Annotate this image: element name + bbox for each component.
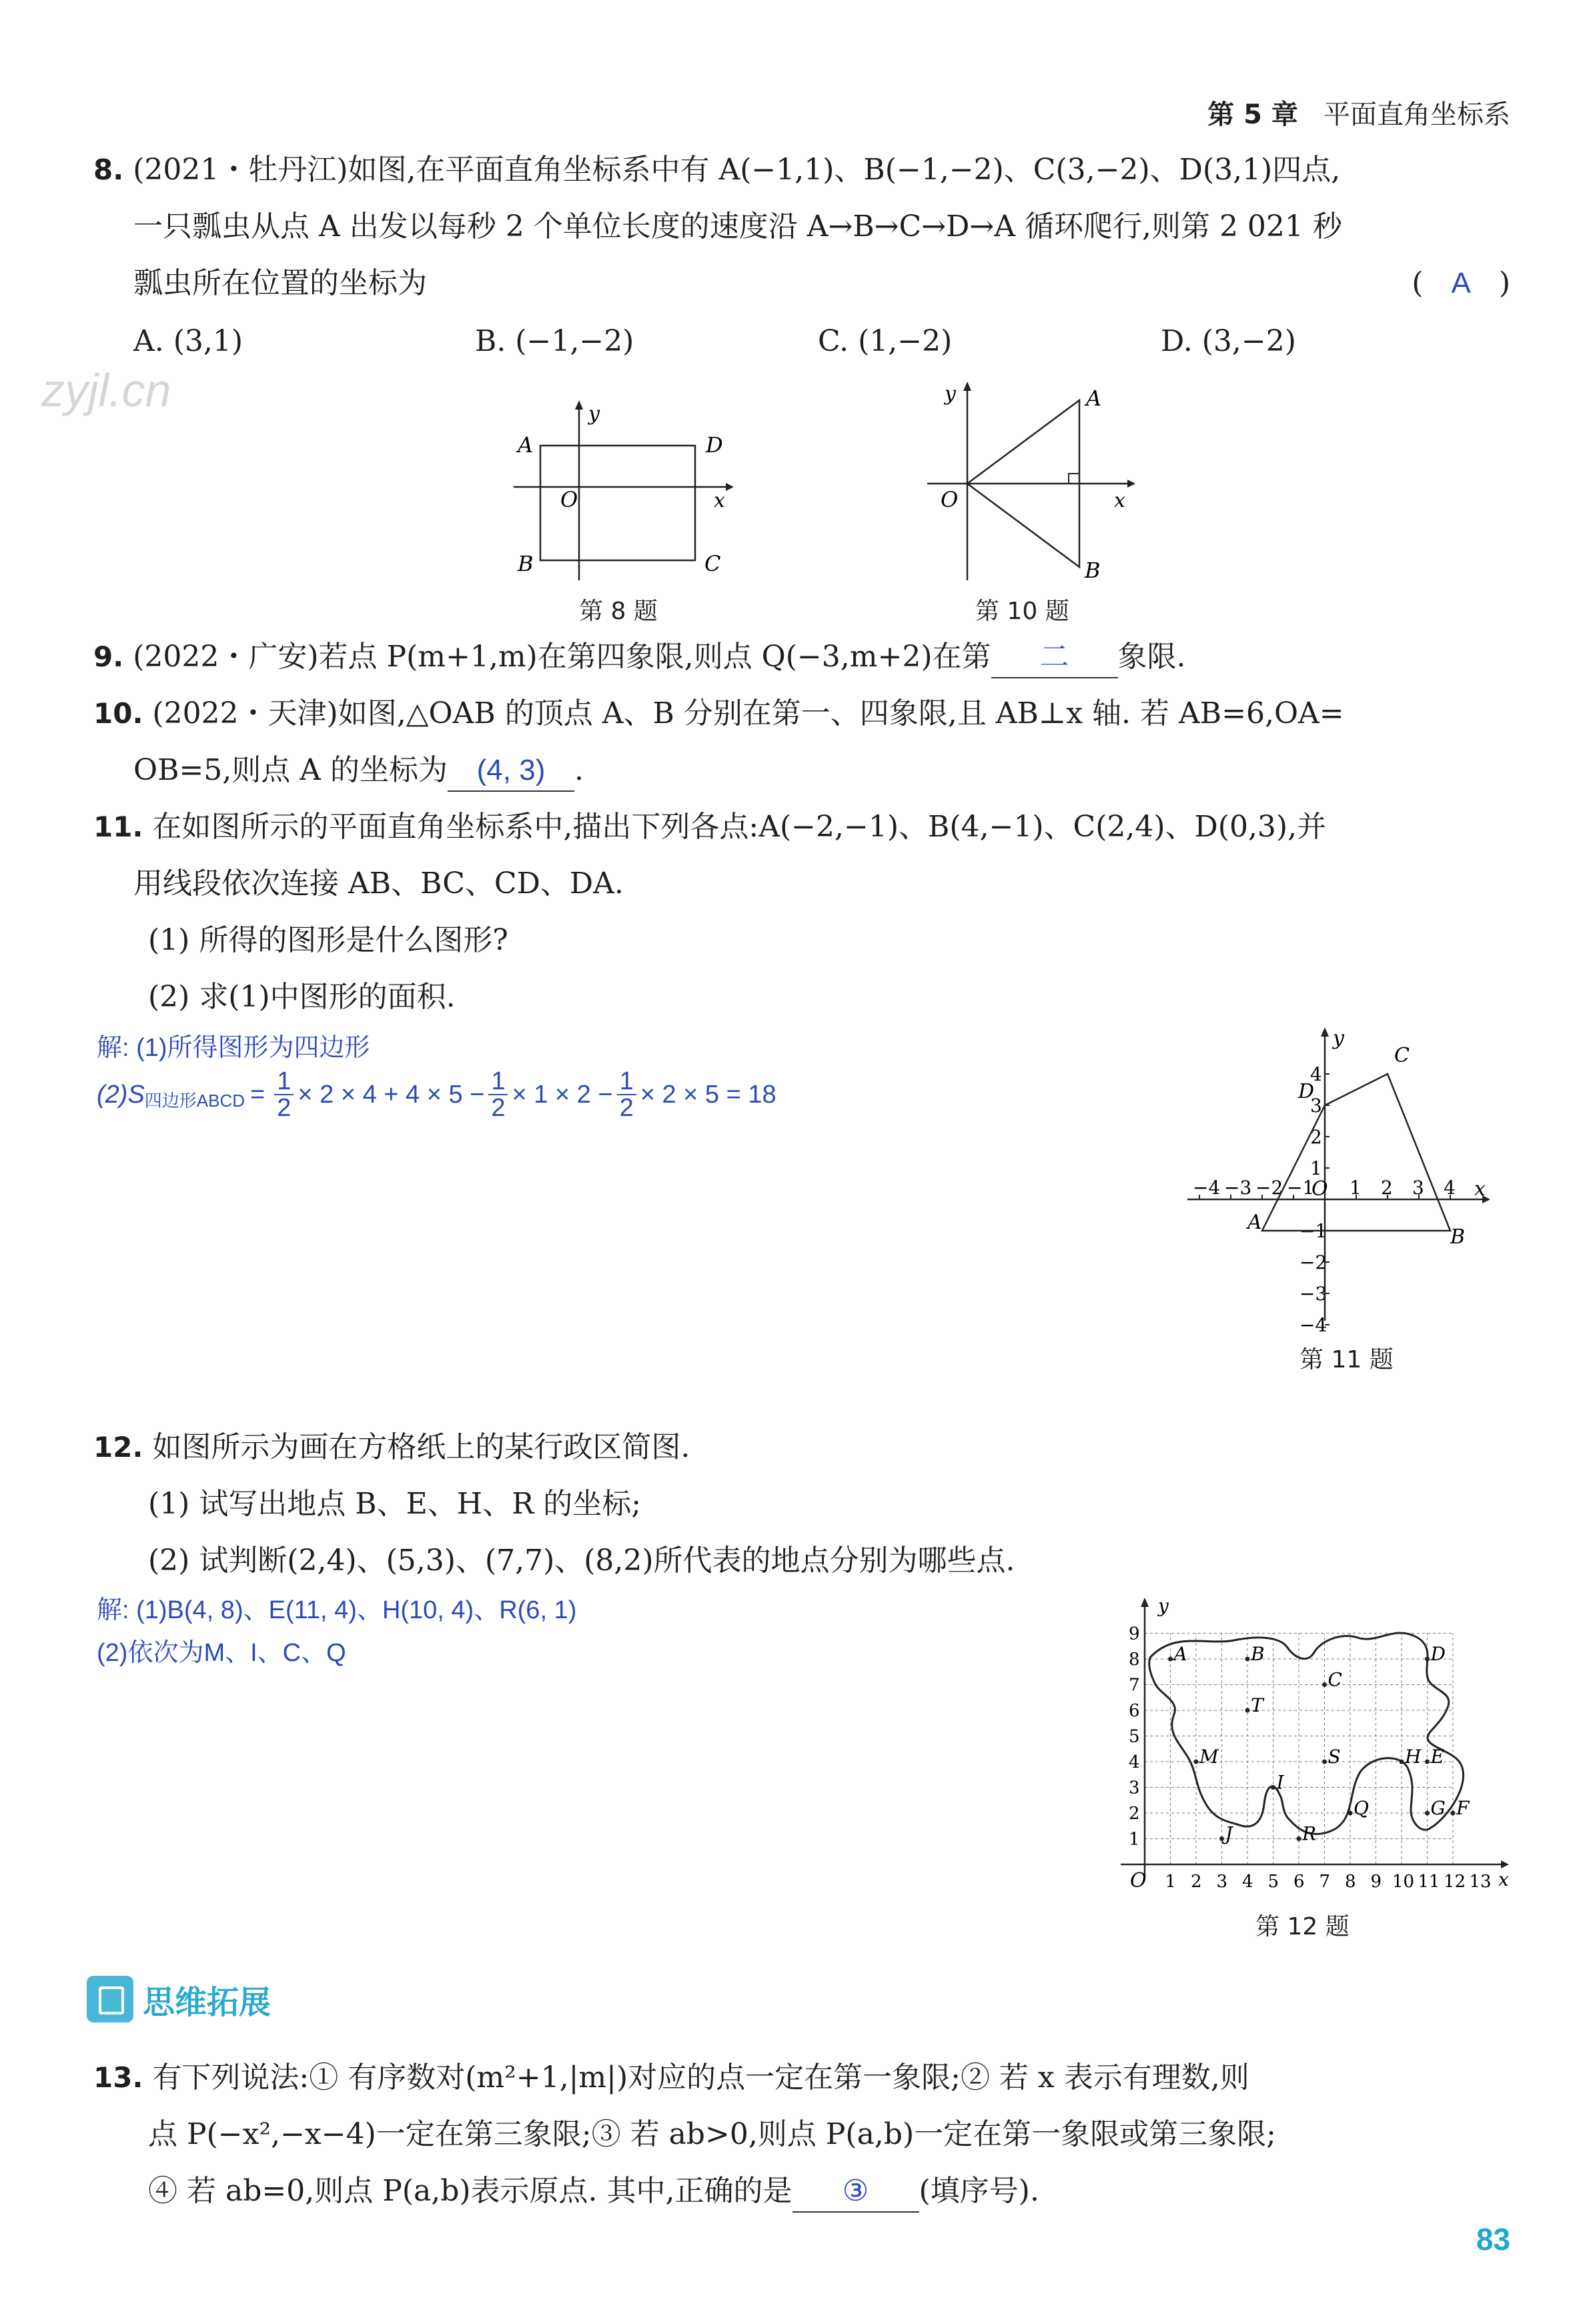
fig12-point-j <box>1219 1836 1224 1841</box>
q11-sub2: (2) 求(1)中图形的面积. <box>148 980 456 1014</box>
fig12-caption: 第 12 题 <box>1255 1913 1350 1940</box>
fig12-y-tick-label: 5 <box>1129 1726 1140 1747</box>
fig8-y-label: y <box>588 402 600 426</box>
fig12-point-label: T <box>1251 1694 1263 1716</box>
fig12-point-label: H <box>1405 1746 1422 1768</box>
q10-text-1: (2022・天津)如图,△OAB 的顶点 A、B 分别在第一、四象限,且 AB⊥x 轴. 若 AB=6,OA= <box>152 696 1344 730</box>
q8-line2: 一只瓢虫从点 A 出发以每秒 2 个单位长度的速度沿 A→B→C→D→A 循环爬行,则第 2 021 秒 <box>133 209 1342 243</box>
fig12-y-tick-label: 3 <box>1129 1778 1140 1798</box>
fig12-point-h <box>1400 1760 1404 1764</box>
q11-sol2-sub: 四边形ABCD <box>144 1091 245 1111</box>
q13-number: 13. <box>93 2061 143 2094</box>
q11-solution-2 <box>97 1069 776 1121</box>
q11-frac-2-den: 2 <box>491 1094 506 1122</box>
q8-option-b: B. (−1,−2) <box>475 324 634 358</box>
fig10-b-label: B <box>1085 558 1101 583</box>
q8-option-c: C. (1,−2) <box>818 324 953 358</box>
fig11-x-label: x <box>1474 1177 1486 1201</box>
fig8-c-label: C <box>704 551 721 576</box>
fig12-point-label: E <box>1430 1746 1444 1768</box>
q11-sub1: (1) 所得的图形是什么图形? <box>148 923 508 957</box>
q8-text-1: (2021・牡丹江)如图,在平面直角坐标系中有 A(−1,1)、B(−1,−2)、C(3,−2)、D(3,1)四点, <box>133 153 1341 187</box>
fig12-x-tick-label: 11 <box>1418 1872 1440 1892</box>
fig8-b-label: B <box>518 551 534 576</box>
q13-answer: ③ <box>792 2171 919 2213</box>
fig12-point-e <box>1425 1760 1430 1764</box>
q11-term-2: × 1 × 2 − <box>512 1081 613 1109</box>
fig12-x-label: x <box>1498 1868 1509 1890</box>
q11-frac-1-den: 2 <box>277 1094 292 1122</box>
fig11-b-label: B <box>1450 1225 1466 1249</box>
q11-term-1: × 2 × 4 + 4 × 5 − <box>298 1081 485 1109</box>
fig12-point-label: F <box>1456 1797 1470 1819</box>
q8-number: 8. <box>93 153 124 186</box>
fig12-point-c <box>1322 1682 1327 1687</box>
fig8-x-arrow <box>726 483 734 491</box>
fig12-point-i <box>1271 1785 1275 1790</box>
fig12-y-label: y <box>1158 1595 1169 1617</box>
fig10-o-label: O <box>941 487 959 512</box>
fig11-x-tick-label: −4 <box>1193 1177 1221 1199</box>
q10-answer: (4, 3) <box>448 750 574 792</box>
fig12-point-label: C <box>1328 1668 1342 1691</box>
fig12-map <box>1107 1591 1521 1904</box>
q8-option-d: D. (3,−2) <box>1161 324 1296 358</box>
fig12-point-label: J <box>1225 1822 1233 1845</box>
fig12-point-label: I <box>1276 1771 1284 1794</box>
fig12-x-tick-label: 6 <box>1293 1872 1305 1892</box>
fig10-x-arrow <box>1127 480 1135 488</box>
q12-text-1: 如图所示为画在方格纸上的某行政区简图. <box>152 1430 690 1464</box>
fig12-y-tick-label: 9 <box>1129 1624 1140 1644</box>
fig11-y-tick-label: 2 <box>1310 1126 1322 1148</box>
q11-solution-1: 解: (1)所得图形为四边形 <box>97 1034 370 1062</box>
fig12-x-tick-label: 10 <box>1392 1872 1415 1892</box>
fig10-caption: 第 10 题 <box>975 598 1069 625</box>
fig12-y-tick-label: 4 <box>1129 1752 1140 1772</box>
q9-text-after: 象限. <box>1117 640 1186 674</box>
fig11-d-label: D <box>1298 1080 1315 1103</box>
q11-line2: 用线段依次连接 AB、BC、CD、DA. <box>133 866 624 901</box>
fig12-point-b <box>1245 1657 1250 1662</box>
q11-frac-2 <box>488 1069 508 1121</box>
fig12-y-tick-label: 2 <box>1129 1804 1140 1824</box>
q12-sub1: (1) 试写出地点 B、E、H、R 的坐标; <box>148 1487 642 1521</box>
q11-sol2-eq: = <box>250 1081 266 1109</box>
fig11-caption: 第 11 题 <box>1299 1346 1394 1373</box>
q10-line1 <box>93 694 1344 734</box>
q13-text-3-after: (填序号). <box>919 2174 1039 2208</box>
fig12-y-tick-label: 1 <box>1129 1829 1140 1850</box>
page-number: 83 <box>1476 2222 1510 2257</box>
fig12-x-tick-label: 12 <box>1444 1872 1466 1892</box>
fig12-y-tick-label: 7 <box>1129 1675 1140 1696</box>
fig12-point-t <box>1245 1708 1250 1713</box>
q12-solution-1: 解: (1)B(4, 8)、E(11, 4)、H(10, 4)、R(6, 1) <box>97 1596 577 1624</box>
fig12-point-q <box>1348 1811 1353 1816</box>
section-title: 思维拓展 <box>143 1983 272 2021</box>
fig11-x-tick-label: −3 <box>1224 1177 1252 1199</box>
q10-number: 10. <box>93 697 143 730</box>
q11-number: 11. <box>93 810 143 843</box>
fig11-x-tick-label: 4 <box>1444 1177 1456 1199</box>
q8-line1 <box>93 150 1340 190</box>
fig12-point-r <box>1297 1836 1301 1841</box>
fig10-diagram <box>921 374 1147 594</box>
fig12-x-arrow <box>1501 1860 1509 1868</box>
fig11-x-tick-label: 1 <box>1350 1177 1362 1199</box>
fig11-x-tick-label: 3 <box>1412 1177 1424 1199</box>
fig12-x-tick-label: 2 <box>1191 1872 1202 1892</box>
q11-line1 <box>93 807 1326 847</box>
q8-option-a: A. (3,1) <box>133 324 243 358</box>
q11-frac-2-num: 1 <box>488 1069 508 1095</box>
q8-answer: A <box>1451 267 1471 300</box>
fig12-x-tick-label: 3 <box>1216 1872 1228 1892</box>
section-header <box>87 1974 271 2024</box>
q8-line3: 瓢虫所在位置的坐标为 <box>133 266 427 300</box>
fig12-o-label: O <box>1130 1869 1147 1892</box>
fig12-x-tick-label: 13 <box>1469 1872 1492 1892</box>
q13-line2: 点 P(−x²,−x−4)一定在第三象限;③ 若 ab>0,则点 P(a,b)一定在第一象限或第三象限; <box>148 2117 1276 2151</box>
chapter-number: 第 5 章 <box>1207 99 1298 130</box>
q11-frac-3 <box>617 1069 636 1121</box>
chapter-header <box>1207 93 1510 131</box>
q13-line3 <box>148 2171 1039 2213</box>
q13-text-3: ④ 若 ab=0,则点 P(a,b)表示原点. 其中,正确的是 <box>148 2174 792 2208</box>
fig12-point-s <box>1322 1760 1327 1764</box>
fig12-point-label: R <box>1302 1822 1317 1845</box>
fig11-y-tick-label: 3 <box>1310 1095 1322 1117</box>
q9-number: 9. <box>93 640 124 673</box>
q11-term-3: × 2 × 5 = 18 <box>640 1081 776 1109</box>
fig12-point-label: M <box>1199 1746 1219 1768</box>
q13-text-1: 有下列说法:① 有序数对(m²+1,|m|)对应的点一定在第一象限;② 若 x 表示有理数,则 <box>152 2061 1249 2095</box>
fig12-x-tick-label: 9 <box>1370 1872 1382 1892</box>
fig8-a-label: A <box>518 432 534 458</box>
fig11-y-tick-label: −4 <box>1299 1314 1328 1336</box>
q12-solution-2: (2)依次为M、I、C、Q <box>97 1639 346 1667</box>
fig11-x-tick-label: −2 <box>1255 1177 1283 1199</box>
fig8-x-label: x <box>714 489 725 512</box>
fig12-x-tick-label: 5 <box>1267 1872 1279 1892</box>
fig8-diagram <box>494 394 747 594</box>
q8-bracket-open: ( <box>1412 266 1424 300</box>
fig11-a-label: A <box>1247 1211 1262 1234</box>
q10-text-2: OB=5,则点 A 的坐标为 <box>133 753 448 787</box>
q11-frac-3-num: 1 <box>617 1069 636 1095</box>
fig11-c-label: C <box>1394 1044 1410 1067</box>
fig11-y-tick-label: −2 <box>1299 1251 1328 1273</box>
fig12-point-g <box>1425 1811 1430 1816</box>
fig12-point-label: D <box>1430 1643 1446 1665</box>
q11-sol2-prefix: (2)S <box>97 1081 145 1109</box>
fig11-x-tick-label: −1 <box>1287 1177 1315 1199</box>
thinking-icon <box>87 1976 133 2022</box>
fig8-d-label: D <box>706 432 723 458</box>
q9-line <box>93 637 1186 678</box>
q8-bracket-close: ) <box>1498 266 1510 300</box>
fig12-point-label: G <box>1430 1797 1446 1819</box>
fig11-y-label: y <box>1333 1027 1344 1050</box>
fig11-y-arrow <box>1321 1027 1329 1037</box>
watermark: zyjl.cn <box>41 364 171 416</box>
fig12-y-arrow <box>1141 1598 1149 1607</box>
fig10-x-label: x <box>1114 489 1125 512</box>
fig12-x-tick-label: 8 <box>1345 1872 1356 1892</box>
fig12-point-a <box>1168 1657 1173 1662</box>
fig11-quadrilateral <box>1262 1074 1450 1231</box>
fig8-caption: 第 8 题 <box>579 598 658 625</box>
q12-sub2: (2) 试判断(2,4)、(5,3)、(7,7)、(8,2)所代表的地点分别为哪些点. <box>148 1544 1015 1578</box>
fig8-o-label: O <box>560 487 578 512</box>
fig12-x-tick-label: 7 <box>1319 1872 1331 1892</box>
fig12-point-label: S <box>1328 1746 1341 1768</box>
q12-number: 12. <box>93 1431 143 1464</box>
fig12-y-tick-label: 6 <box>1129 1701 1140 1721</box>
fig10-y-label: y <box>945 382 956 406</box>
q12-line1 <box>93 1427 690 1468</box>
fig11-y-tick-label: 4 <box>1310 1063 1322 1085</box>
fig10-a-label: A <box>1086 386 1102 411</box>
fig8-y-arrow <box>575 400 583 410</box>
fig11-y-tick-label: −1 <box>1299 1220 1328 1242</box>
fig11-y-tick-label: −3 <box>1299 1283 1328 1305</box>
fig12-point-d <box>1425 1657 1430 1662</box>
q11-frac-1 <box>274 1069 294 1121</box>
q10-line2 <box>133 750 584 792</box>
fig12-x-tick-label: 1 <box>1165 1872 1177 1892</box>
fig10-y-arrow <box>963 382 971 391</box>
q11-frac-1-num: 1 <box>274 1069 294 1095</box>
fig12-point-label: B <box>1251 1643 1265 1665</box>
fig11-y-tick-label: 1 <box>1310 1157 1322 1179</box>
fig11-graph <box>1181 1021 1508 1341</box>
fig12-y-tick-label: 8 <box>1129 1650 1140 1670</box>
fig12-point-f <box>1451 1811 1456 1816</box>
chapter-title: 平面直角坐标系 <box>1323 99 1510 130</box>
fig11-o-label: O <box>1311 1177 1328 1201</box>
fig12-point-label: A <box>1173 1643 1187 1665</box>
q11-frac-3-den: 2 <box>619 1094 634 1122</box>
fig12-point-m <box>1194 1760 1199 1764</box>
q9-text: (2022・广安)若点 P(m+1,m)在第四象限,则点 Q(−3,m+2)在第 <box>133 640 991 674</box>
q8-answer-bracket <box>1412 263 1510 304</box>
fig12-x-tick-label: 4 <box>1242 1872 1253 1892</box>
q13-line1 <box>93 2058 1249 2098</box>
q9-answer: 二 <box>991 637 1118 678</box>
q11-text-1: 在如图所示的平面直角坐标系中,描出下列各点:A(−2,−1)、B(4,−1)、C(2,4)、D(0,3),并 <box>152 810 1327 844</box>
fig10-right-angle <box>1069 474 1079 484</box>
q10-text-2-after: . <box>574 753 584 787</box>
fig12-point-label: Q <box>1354 1797 1369 1819</box>
fig11-x-tick-label: 2 <box>1381 1177 1393 1199</box>
